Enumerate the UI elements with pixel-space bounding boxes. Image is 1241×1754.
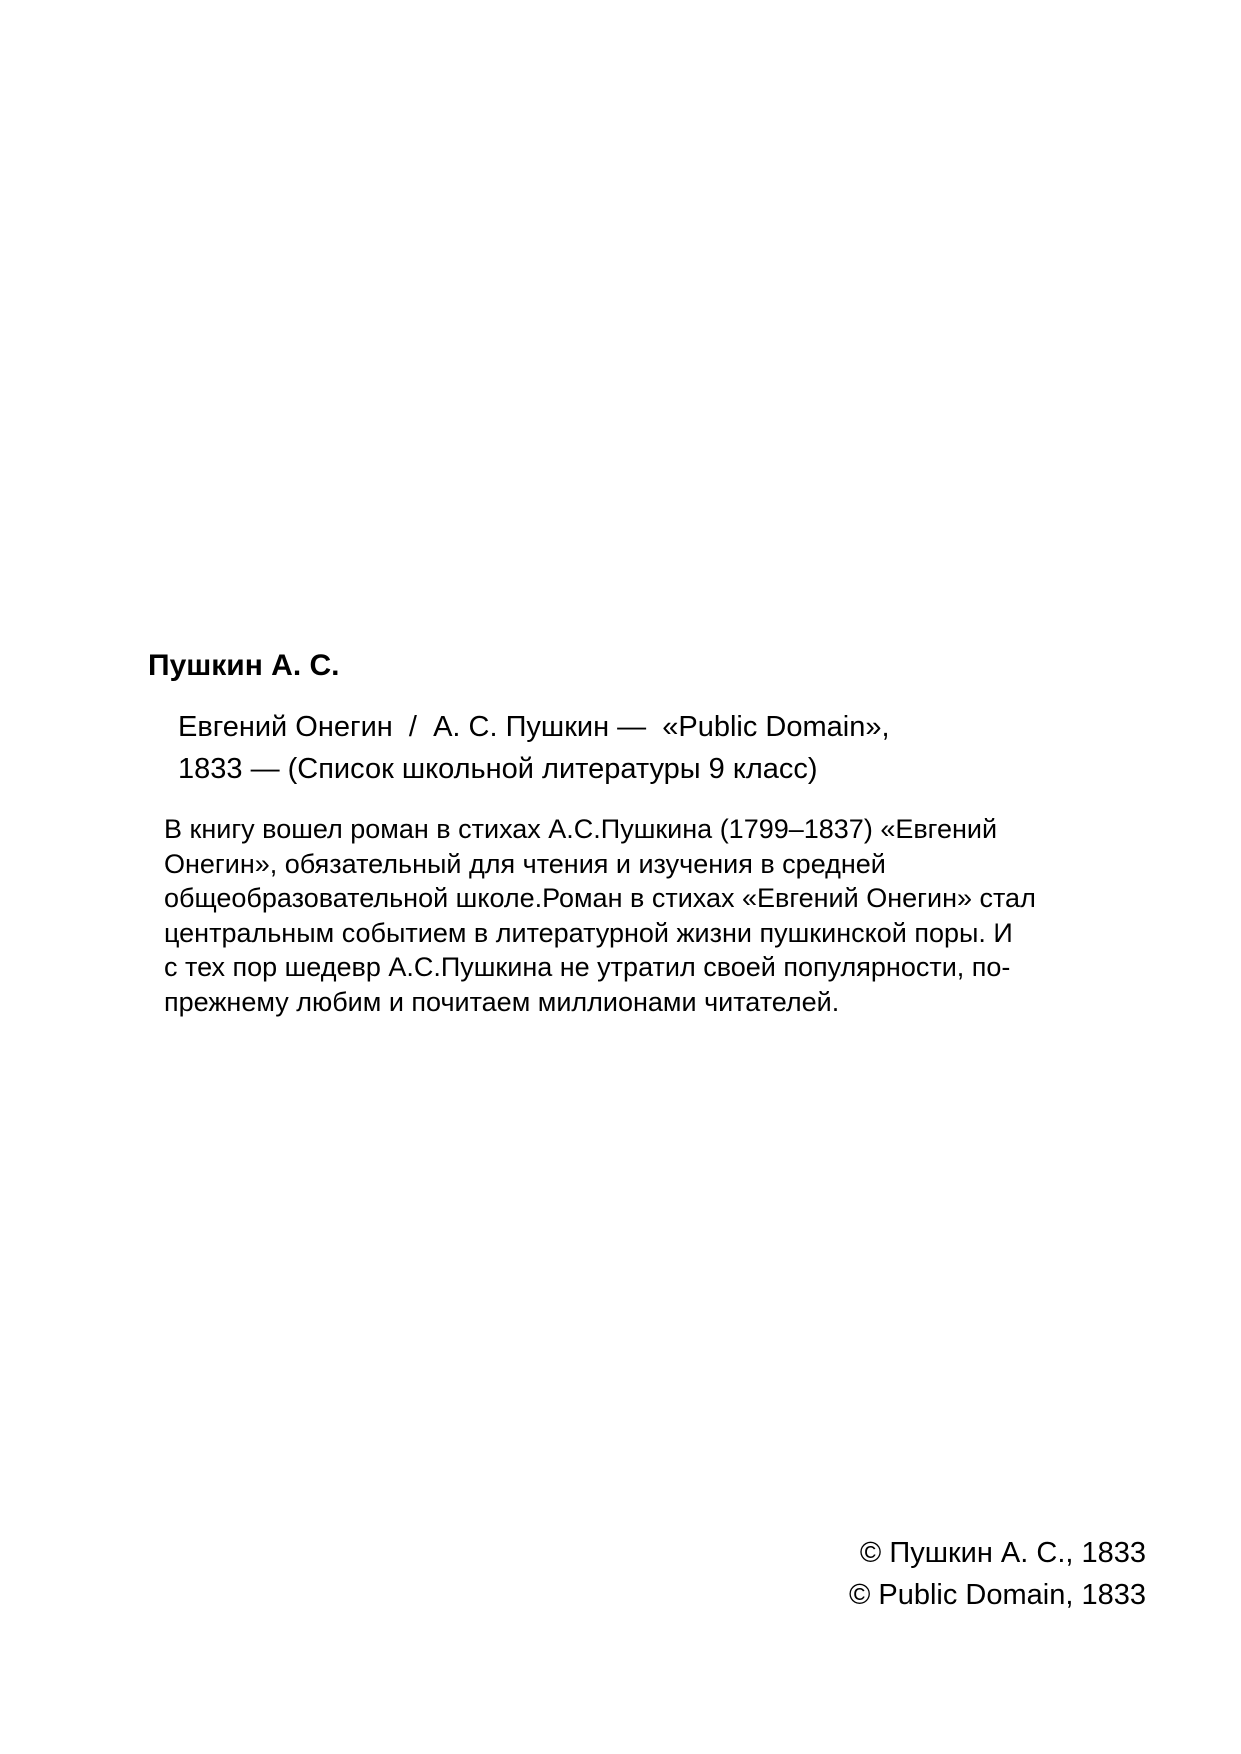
citation-line: 1833 — (Список школьной литературы 9 класс) xyxy=(178,753,818,785)
copyright-notice xyxy=(849,1532,1146,1616)
copyright-line: © Пушкин А. С., 1833 xyxy=(859,1537,1146,1569)
annotation-line: прежнему любим и почитаем миллионами читателей. xyxy=(164,986,840,1017)
annotation-line: с тех пор шедевр А.С.Пушкина не утратил своей популярности, по- xyxy=(164,952,1011,983)
citation-line: Евгений Онегин / А. С. Пушкин — «Public Domain», xyxy=(178,711,890,743)
annotation-line: общеобразовательной школе.Роман в стихах «Евгений Онегин» стал xyxy=(164,883,1036,914)
copyright-line: © Public Domain, 1833 xyxy=(848,1579,1146,1611)
annotation-line: центральным событием в литературной жизни пушкинской поры. И xyxy=(164,917,1013,948)
book-annotation xyxy=(164,812,1164,1020)
bibliographic-citation xyxy=(178,706,1178,790)
annotation-line: Онегин», обязательный для чтения и изучения в средней xyxy=(164,848,886,879)
author-name: Пушкин А. С. xyxy=(148,649,340,682)
annotation-line: В книгу вошел роман в стихах А.С.Пушкина (1799–1837) «Евгений xyxy=(164,814,998,844)
